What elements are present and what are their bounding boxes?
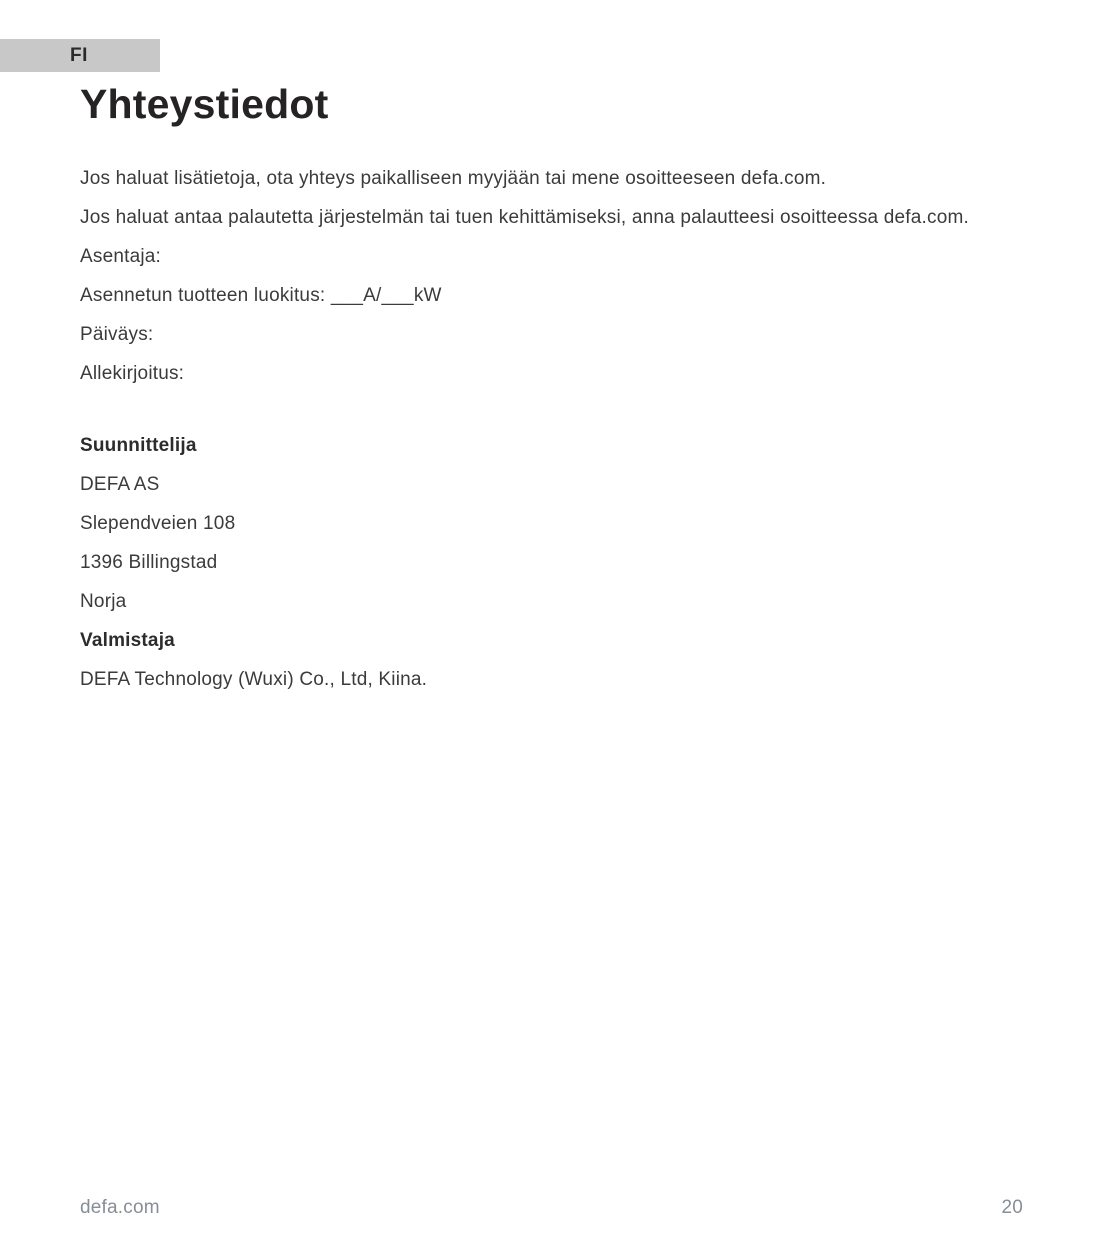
page-footer (80, 1194, 1023, 1221)
page-title: Yhteystiedot (80, 81, 329, 127)
designer-company: DEFA AS (80, 474, 160, 495)
footer-site: defa.com (80, 1197, 160, 1218)
page-content (80, 0, 1023, 705)
paragraph-installer: Asentaja: (80, 246, 162, 267)
language-tab-label: FI (70, 45, 88, 66)
paragraph-product-rating: Asennetun tuotteen luokitus: ___A/___kW (80, 285, 442, 306)
footer-page-number: 20 (1001, 1197, 1023, 1218)
designer-heading: Suunnittelija (80, 435, 197, 456)
paragraph-info-dealer: Jos haluat lisätietoja, ota yhteys paikalliseen myyjään tai mene osoitteeseen defa.com. (80, 168, 827, 189)
paragraph-signature: Allekirjoitus: (80, 363, 185, 384)
manufacturer-company: DEFA Technology (Wuxi) Co., Ltd, Kiina. (80, 669, 428, 690)
designer-street: Slependveien 108 (80, 513, 236, 534)
manufacturer-section (80, 627, 1023, 693)
paragraph-feedback: Jos haluat antaa palautetta järjestelmän tai tuen kehittämiseksi, anna palautteesi osoitteessa defa.com. (80, 207, 969, 228)
paragraph-date: Päiväys: (80, 324, 154, 345)
designer-country: Norja (80, 591, 127, 612)
designer-section (80, 432, 1023, 615)
manufacturer-heading: Valmistaja (80, 630, 175, 651)
designer-city: 1396 Billingstad (80, 552, 218, 573)
